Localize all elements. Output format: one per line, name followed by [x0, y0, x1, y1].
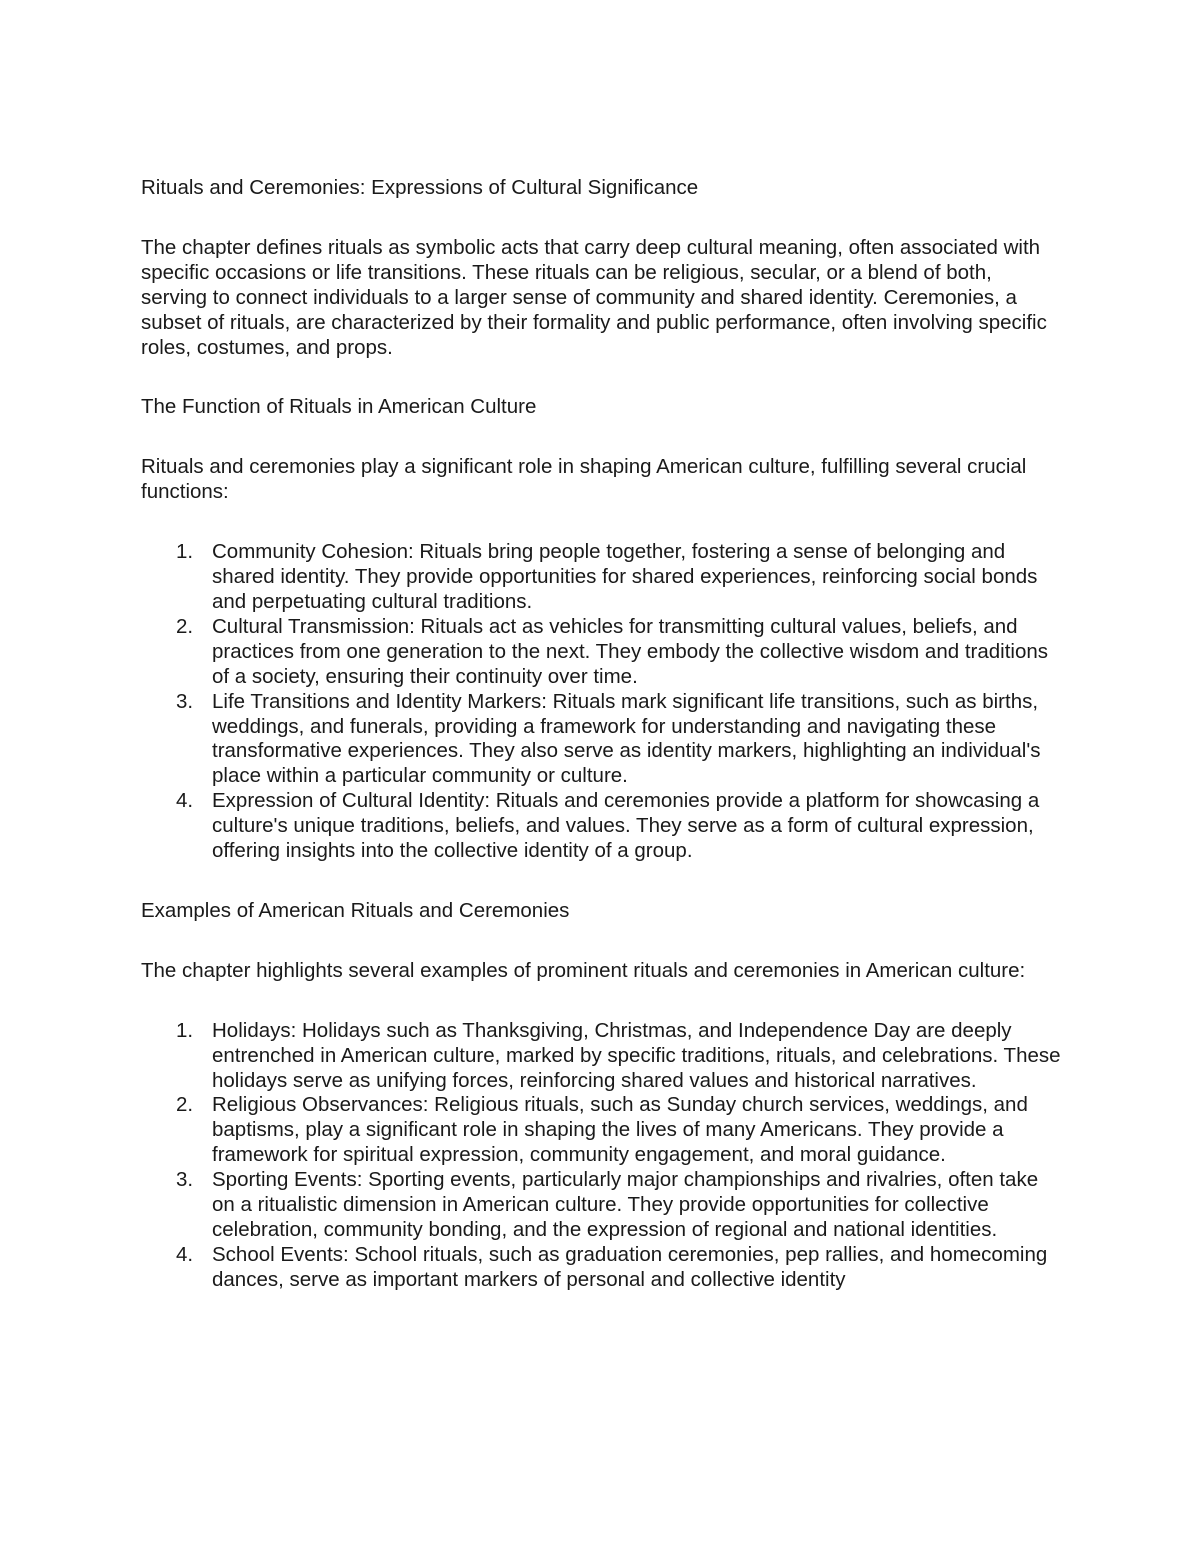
list-item	[141, 1019, 1061, 1094]
document-page	[141, 176, 1061, 1328]
list-item	[141, 1243, 1061, 1293]
list-number: 3.	[176, 689, 194, 713]
section-heading: Examples of American Rituals and Ceremonies	[141, 898, 570, 922]
list-item-text: Holidays: Holidays such as Thanksgiving, Christmas, and Independence Day are deeply entrenched in American culture, marked by specific traditions, rituals, and celebrations. These holidays serve as unifying forces, reinforcing shared values and historical narratives.	[212, 1018, 1061, 1092]
list-number: 2.	[176, 1093, 194, 1117]
list-item	[141, 1093, 1061, 1168]
list-item-text: Sporting Events: Sporting events, particularly major championships and rivalries, often take on a ritualistic dimension in American culture. They provide opportunities for collective celebration, community bonding, and the expression of regional and national identities.	[212, 1168, 1039, 1241]
list-number: 2.	[176, 614, 194, 638]
section-heading: Rituals and Ceremonies: Expressions of Cultural Significance	[141, 176, 699, 199]
list-item-text: Religious Observances: Religious rituals, such as Sunday church services, weddings, and baptisms, play a significant role in shaping the lives of many Americans. They provide a framework for spiritual expression, community engagement, and moral guidance.	[212, 1093, 1028, 1167]
examples-list	[141, 1019, 1061, 1293]
body-paragraph: The chapter highlights several examples of prominent rituals and ceremonies in American culture:	[141, 958, 1026, 982]
list-number: 4.	[176, 1242, 194, 1266]
list-item-text: Community Cohesion: Rituals bring people together, fostering a sense of belonging and shared identity. They provide opportunities for shared experiences, reinforcing social bonds and perpetuating cultural traditions.	[212, 540, 1038, 613]
section-heading: The Function of Rituals in American Culture	[141, 395, 537, 419]
list-number: 3.	[176, 1168, 194, 1192]
list-item	[141, 690, 1061, 790]
list-item-text: Expression of Cultural Identity: Rituals and ceremonies provide a platform for showcasing a culture's unique traditions, beliefs, and values. They serve as a form of cultural expression, offering insights into the collective identity of a group.	[212, 789, 1040, 863]
list-number: 1.	[176, 540, 194, 564]
list-item-text: School Events: School rituals, such as graduation ceremonies, pep rallies, and homecoming dances, serve as important markers of personal and collective identity	[212, 1242, 1048, 1291]
list-item-text: Life Transitions and Identity Markers: Rituals mark significant life transitions, such as births, weddings, and funerals, providing a framework for understanding and navigating these transformative experiences. They also serve as identity markers, highlighting an individual's place within a particular community or culture.	[212, 689, 1041, 788]
list-number: 1.	[176, 1018, 194, 1042]
list-item	[141, 1168, 1061, 1243]
list-number: 4.	[176, 789, 194, 813]
body-paragraph: Rituals and ceremonies play a significant role in shaping American culture, fulfilling several crucial functions:	[141, 455, 1027, 504]
list-item	[141, 615, 1061, 690]
list-item	[141, 789, 1061, 864]
functions-list	[141, 540, 1061, 864]
list-item-text: Cultural Transmission: Rituals act as vehicles for transmitting cultural values, beliefs, and practices from one generation to the next. They embody the collective wisdom and traditions of a society, ensuring their continuity over time.	[212, 614, 1049, 688]
list-item	[141, 540, 1061, 615]
body-paragraph: The chapter defines rituals as symbolic acts that carry deep cultural meaning, often associated with specific occasions or life transitions. These rituals can be religious, secular, or a blend of both, serving to connect individuals to a larger sense of community and shared identity. Ceremonies, a subset of rituals, are characterized by their formality and public performance, often involving specific roles, costumes, and props.	[141, 235, 1047, 359]
